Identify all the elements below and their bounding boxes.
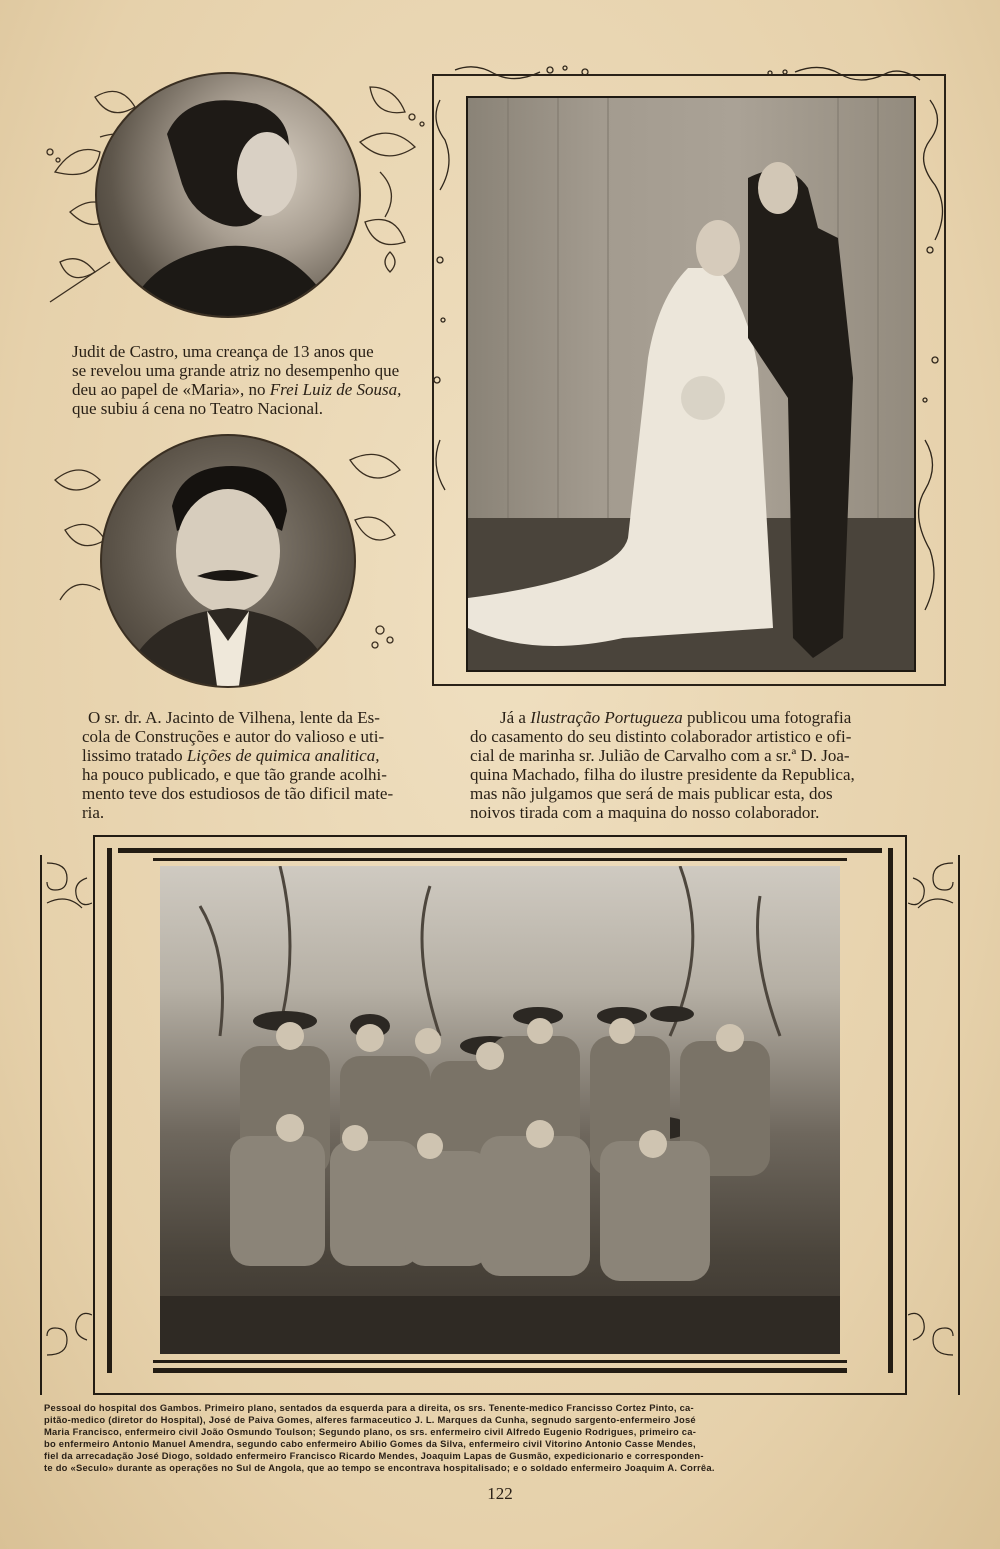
caption-line: O sr. dr. A. Jacinto de Vilhena, lente da Es- bbox=[88, 708, 380, 727]
scroll-ornament-right-top bbox=[908, 858, 958, 918]
caption-line: ha pouco publicado, e que tão grande acolhi- bbox=[82, 765, 387, 784]
caption-judit-de-castro bbox=[72, 342, 424, 418]
frame-bar bbox=[842, 848, 882, 853]
frame-bar bbox=[153, 1360, 847, 1363]
caption-line: cola de Construções e autor do valioso e uti- bbox=[82, 727, 385, 746]
caption-line: Maria Francisco, enfermeiro civil João Osmundo Toulson; Segundo plano, os srs. enfermeiro civil Alfredo Eugenio Rodrigues, primeiro ca- bbox=[44, 1426, 697, 1437]
caption-italic-title: Frei Luiz de Sousa, bbox=[269, 380, 402, 399]
frame-bar bbox=[153, 858, 847, 861]
caption-line bbox=[72, 380, 424, 399]
caption-line: bo enfermeiro Antonio Manuel Amendra, segundo cabo enfermeiro Abilio Gomes da Silva, enfermeiro civil Vitorino Antonio Casse Mendes, bbox=[44, 1438, 696, 1449]
caption-italic-title: Ilustração Portugueza bbox=[530, 708, 683, 727]
portrait-jacinto-de-vilhena bbox=[100, 434, 356, 688]
frame-rule bbox=[93, 835, 907, 837]
caption-line: cial de marinha sr. Julião de Carvalho com a sr.ª D. Joa- bbox=[470, 746, 850, 765]
hospital-group-figures bbox=[160, 866, 840, 1354]
scroll-ornament-right-bottom bbox=[908, 1300, 958, 1360]
wedding-photograph bbox=[466, 96, 916, 672]
caption-line: mas não julgamos que será de mais publicar esta, dos bbox=[470, 784, 833, 803]
wedding-couple-figure bbox=[468, 98, 914, 670]
caption-line: pitão-medico (diretor do Hospital), José de Paiva Gomes, alferes farmaceutico J. L. Marques da Cunha, segnudo sargento-enfermeiro José bbox=[44, 1414, 696, 1425]
portrait-judit-figure bbox=[97, 74, 359, 316]
caption-line: mento teve dos estudiosos de tão dificil mate- bbox=[82, 784, 394, 803]
caption-text: publicou uma fotografia bbox=[682, 708, 852, 727]
caption-line: que subiu á cena no Teatro Nacional. bbox=[72, 399, 324, 418]
caption-line: ria. bbox=[82, 803, 105, 822]
frame-bar bbox=[888, 848, 893, 1373]
caption-italic-title: Lições de quimica analitica, bbox=[186, 746, 380, 765]
caption-line: noivos tirada com a maquina do nosso colaborador. bbox=[470, 803, 820, 822]
caption-text: lissimo tratado bbox=[82, 746, 187, 765]
scroll-ornament-left-bottom bbox=[42, 1300, 92, 1360]
frame-rule bbox=[958, 855, 960, 1395]
frame-rule bbox=[93, 835, 95, 1395]
caption-hospital-staff bbox=[44, 1402, 944, 1474]
frame-bar bbox=[118, 848, 158, 853]
page-number: 122 bbox=[487, 1484, 513, 1503]
frame-bar bbox=[153, 848, 847, 853]
portrait-vilhena-figure bbox=[102, 436, 354, 686]
caption-line bbox=[82, 746, 450, 765]
caption-line bbox=[470, 708, 932, 727]
caption-line: do casamento do seu distinto colaborador artistico e ofi- bbox=[470, 727, 852, 746]
scroll-ornament-left-top bbox=[42, 858, 92, 918]
caption-line: te do «Seculo» durante as operações no Sul de Angola, que ao tempo se encontrava hospitalisado; e o soldado enfermeiro Joaquim A. Corrêa. bbox=[44, 1462, 715, 1473]
caption-line: quina Machado, filha do ilustre presidente da Republica, bbox=[470, 765, 855, 784]
frame-rule bbox=[93, 1393, 907, 1395]
portrait-judit-de-castro bbox=[95, 72, 361, 318]
caption-line: fiel da arrecadação José Diogo, soldado enfermeiro Francisco Ricardo Mendes, Joaquim Lapas de Gusmão, expedicionario e corresponden- bbox=[44, 1450, 704, 1461]
frame-bar bbox=[107, 848, 112, 1373]
caption-jacinto-de-vilhena bbox=[82, 708, 450, 822]
hospital-group-photograph bbox=[160, 866, 840, 1354]
frame-bar bbox=[153, 1368, 847, 1373]
frame-rule bbox=[905, 835, 907, 1395]
caption-text: deu ao papel de «Maria», no bbox=[72, 380, 270, 399]
caption-line: se revelou uma grande atriz no desempenho que bbox=[72, 361, 400, 380]
caption-text: Já a bbox=[500, 708, 531, 727]
caption-wedding bbox=[470, 708, 932, 822]
caption-line: Pessoal do hospital dos Gambos. Primeiro plano, sentados da esquerda para a direita, os srs. Tenente-medico Francisso Cortez Pinto, ca- bbox=[44, 1402, 694, 1413]
caption-line: Judit de Castro, uma creança de 13 anos que bbox=[72, 342, 374, 361]
